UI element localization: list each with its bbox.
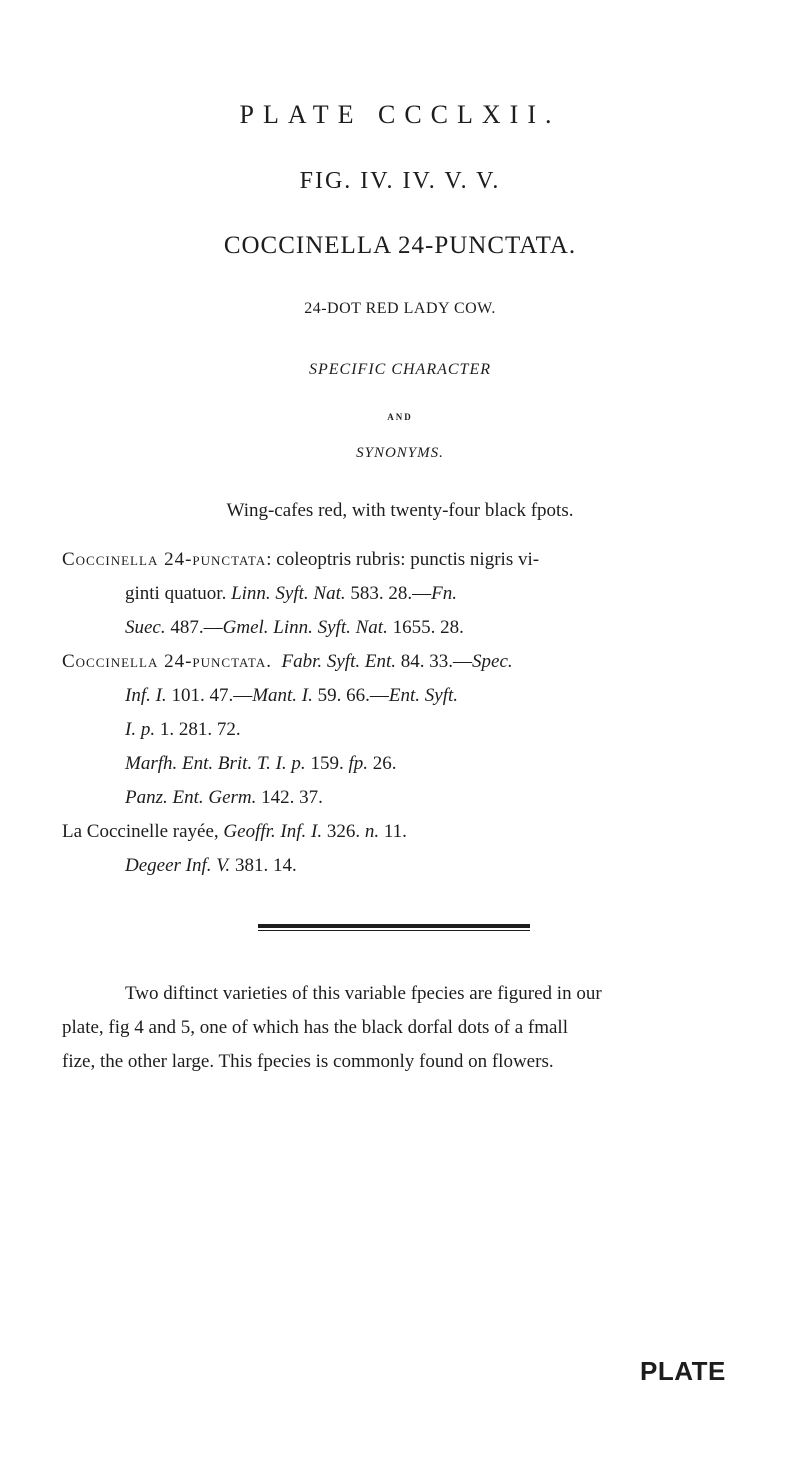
citation-source: I. p. [125, 719, 156, 740]
synonym-citation-line [125, 787, 323, 809]
citation-text: 326. [322, 821, 365, 842]
synonym-name: La Coccinelle rayée, [62, 821, 224, 842]
figure-reference: FIG. IV. IV. V. V. [299, 168, 501, 194]
citation-text: ginti quatuor. [125, 583, 232, 604]
citation-source: Degeer Inf. V. [125, 855, 231, 876]
citation-source: Gmel. Linn. Syft. Nat. [222, 617, 388, 638]
citation-source: Linn. Syft. Nat. [231, 583, 346, 604]
citation-text: 381. 14. [230, 855, 297, 876]
synonym-name: Coccinella 24-punctata. [62, 651, 272, 672]
citation-source: Ent. Syft. [388, 685, 459, 706]
citation-text: 142. 37. [256, 787, 323, 808]
citation-text: 101. 47.— [166, 685, 253, 706]
citation-source: Fn. [431, 583, 457, 604]
section-rule-thin [258, 930, 530, 931]
synonyms-heading: SYNONYMS. [356, 445, 444, 461]
synonym-name: Coccinella 24-punctata [62, 549, 267, 570]
citation-text: 11. [379, 821, 407, 842]
section-rule-thick [258, 924, 530, 928]
specific-character-heading: SPECIFIC CHARACTER [309, 361, 491, 378]
citation-text: 583. 28.— [345, 583, 432, 604]
synonym-citation-line [125, 753, 396, 775]
citation-source: Geoffr. Inf. I. [223, 821, 323, 842]
synonym-text: : coleoptris rubris: punctis nigris vi- [266, 549, 540, 570]
plate-title: PLATE CCCLXII. [239, 100, 561, 129]
catchword: PLATE [640, 1356, 726, 1386]
common-name: 24-DOT RED LADY COW. [304, 300, 496, 317]
synonym-entry-geoffroy [62, 821, 407, 843]
synonym-entry-linnaeus [62, 549, 539, 571]
citation-text: 26. [367, 753, 397, 774]
paragraph-line: Two diftinct varieties of this variable fpecies are figured in our [125, 983, 602, 1004]
citation-text: 59. 66.— [312, 685, 389, 706]
paragraph-line: plate, fig 4 and 5, one of which has the black dorfal dots of a fmall [62, 1017, 568, 1038]
and-word: AND [387, 412, 413, 422]
synonym-entry-fabricius [62, 651, 513, 673]
citation-text: 84. 33.— [396, 651, 473, 672]
synonym-citation-line [125, 855, 297, 877]
citation-source: Panz. Ent. Germ. [125, 787, 257, 808]
citation-source: Marfh. Ent. Brit. T. I. p. [125, 753, 306, 774]
synonym-citation-line [125, 583, 457, 605]
paragraph-line: fize, the other large. This fpecies is commonly found on flowers. [62, 1051, 554, 1072]
synonym-citation-line [125, 685, 458, 707]
synonym-citation-line [125, 719, 241, 741]
citation-source: Mant. I. [252, 685, 313, 706]
citation-source: Fabr. Syft. Ent. [281, 651, 397, 672]
citation-text: 1655. 28. [387, 617, 464, 638]
citation-source: n. [364, 821, 380, 842]
citation-source: Inf. I. [125, 685, 167, 706]
synonym-citation-line [125, 617, 464, 639]
citation-source: Spec. [472, 651, 513, 672]
citation-source: Suec. [125, 617, 166, 638]
citation-text: 159. [305, 753, 349, 774]
species-title: COCCINELLA 24-PUNCTATA. [223, 232, 577, 259]
species-description: Wing-cafes red, with twenty-four black fpots. [226, 500, 574, 521]
citation-text: 487.— [165, 617, 223, 638]
citation-text: 1. 281. 72. [155, 719, 241, 740]
citation-source: fp. [348, 753, 368, 774]
